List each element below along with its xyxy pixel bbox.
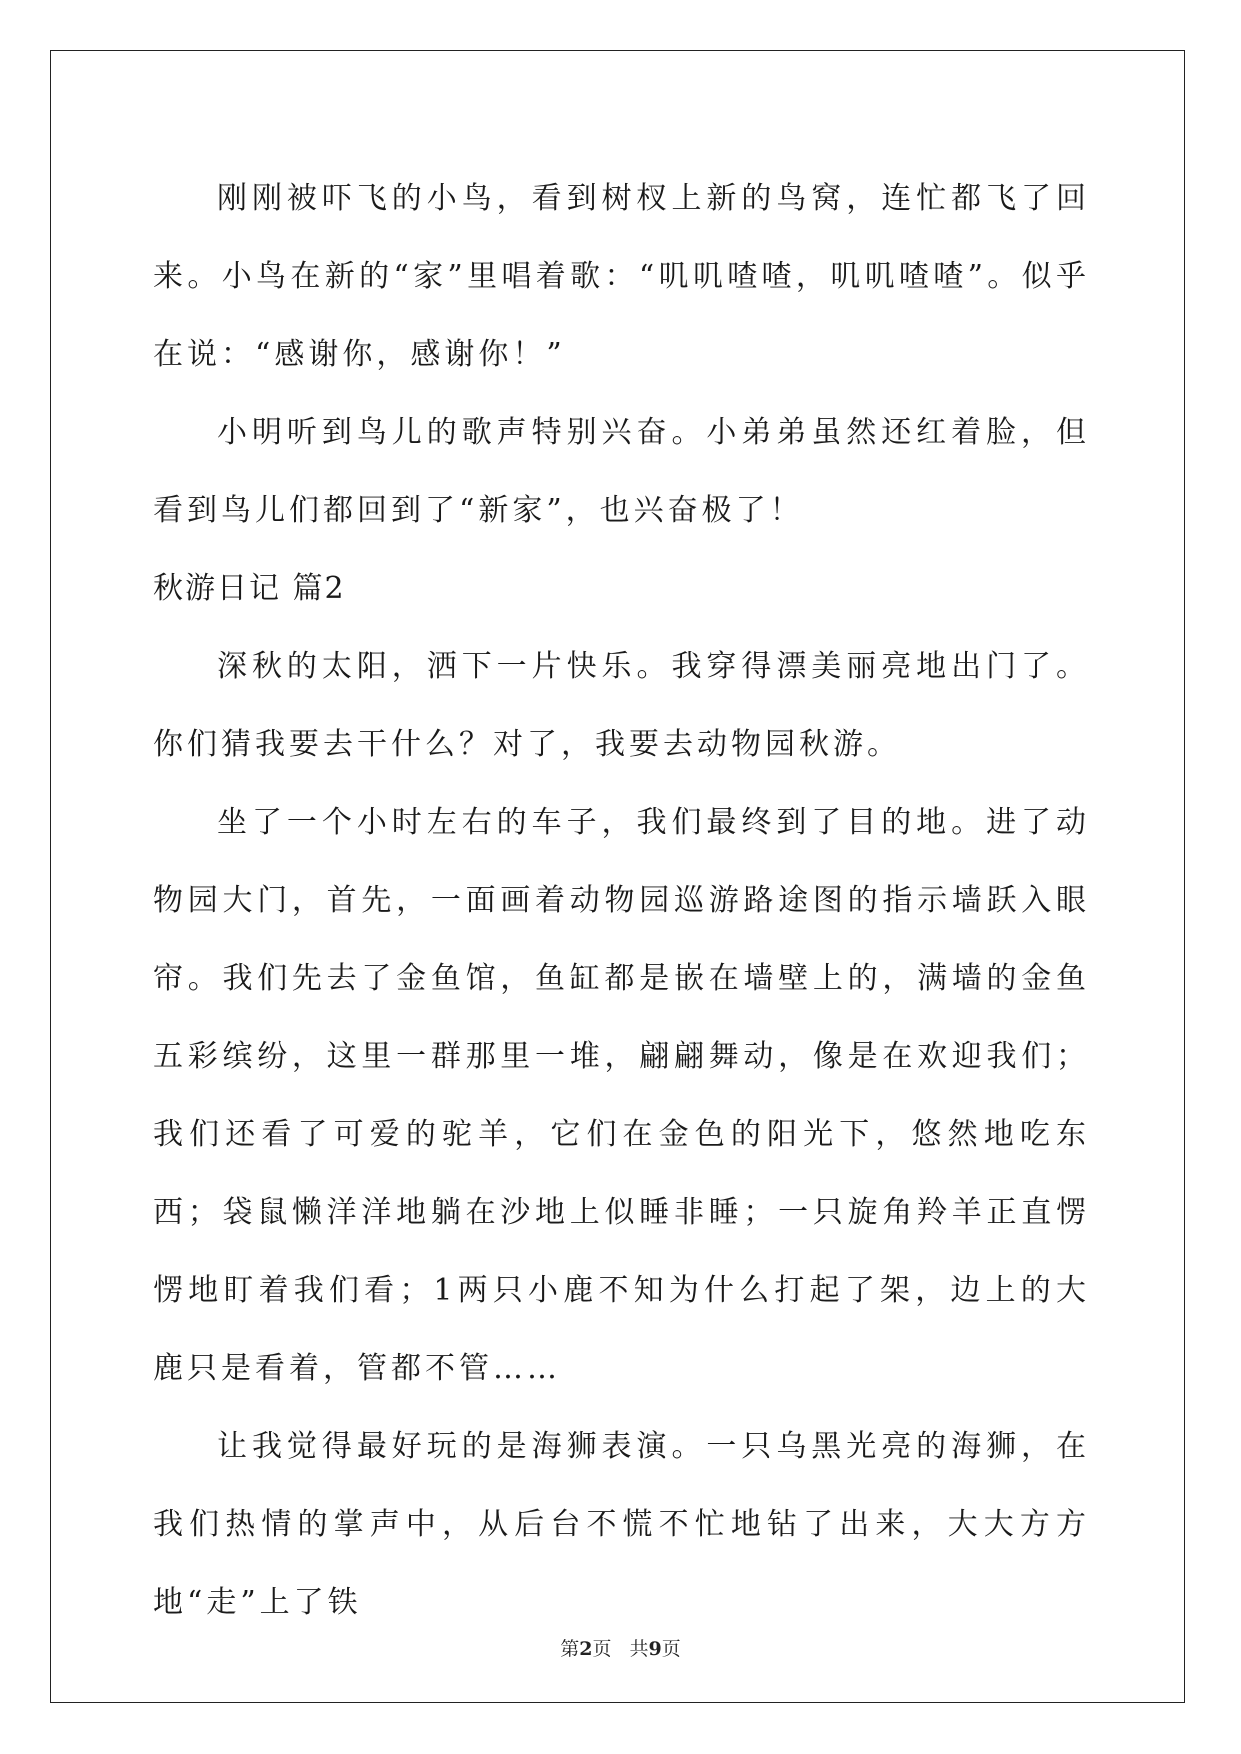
page-footer — [0, 1634, 1241, 1661]
paragraph: 让我觉得最好玩的是海狮表演。一只乌黑光亮的海狮，在我们热情的掌声中，从后台不慌不忙地钻了出来，大大方方地“走”上了铁 — [153, 1429, 1090, 1620]
paragraph: 刚刚被吓飞的小鸟，看到树杈上新的鸟窝，连忙都飞了回来。小鸟在新的“家”里唱着歌：“叽叽喳喳，叽叽喳喳”。似乎在说：“感谢你，感谢你！” — [153, 181, 1090, 372]
page-prefix: 第 — [560, 1638, 580, 1660]
total-suffix: 页 — [661, 1638, 681, 1660]
paragraph: 深秋的太阳，洒下一片快乐。我穿得漂美丽亮地出门了。你们猜我要去干什么？对了，我要去动物园秋游。 — [153, 649, 1090, 762]
document-body — [153, 160, 1090, 1642]
total-prefix: 共 — [629, 1638, 649, 1660]
page-total: 9 — [648, 1638, 662, 1660]
page-suffix: 页 — [592, 1638, 612, 1660]
page-current: 2 — [579, 1638, 593, 1660]
section-title: 秋游日记 篇2 — [153, 571, 346, 606]
paragraph: 坐了一个小时左右的车子，我们最终到了目的地。进了动物园大门，首先，一面画着动物园巡游路途图的指示墙跃入眼帘。我们先去了金鱼馆，鱼缸都是嵌在墙壁上的，满墙的金鱼五彩缤纷，这里一群那里一堆，翩翩舞动，像是在欢迎我们；我们还看了可爱的驼羊，它们在金色的阳光下，悠然地吃东西；袋鼠懒洋洋地躺在沙地上似睡非睡；一只旋角羚羊正直愣愣地盯着我们看；1两只小鹿不知为什么打起了架，边上的大鹿只是看着，管都不管…… — [153, 805, 1090, 1386]
paragraph: 小明听到鸟儿的歌声特别兴奋。小弟弟虽然还红着脸，但看到鸟儿们都回到了“新家”，也兴奋极了！ — [153, 415, 1090, 528]
